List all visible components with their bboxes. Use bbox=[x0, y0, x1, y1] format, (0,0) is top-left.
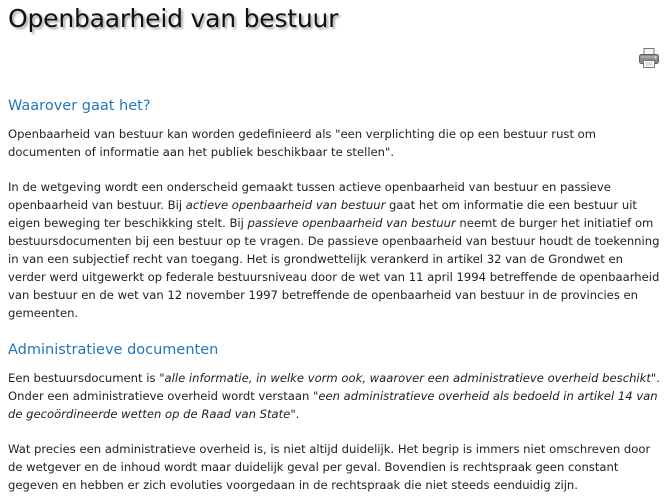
paragraph bbox=[8, 440, 664, 494]
emphasis-text: een administratieve overheid als bedoeld in artikel 14 van de gecoördineerde wetten op de Raad van State bbox=[8, 389, 658, 421]
paragraph-text: Een bestuursdocument is " bbox=[8, 371, 165, 385]
paragraph-text: ". bbox=[290, 407, 300, 421]
page-title: Openbaarheid van bestuur bbox=[8, 4, 339, 33]
paragraph-text: In de wetgeving wordt een onderscheid gemaakt tussen actieve openbaarheid van bestuur en passieve openbaarheid van bestuur. Bij bbox=[8, 180, 611, 212]
article-content bbox=[8, 96, 664, 494]
paragraph-text: gaat het om informatie die een bestuur uit eigen beweging ter beschikking stelt. Bij bbox=[8, 198, 637, 230]
printer-icon bbox=[638, 47, 660, 69]
print-button[interactable] bbox=[638, 47, 660, 69]
emphasis-text: alle informatie, in welke vorm ook, waarover een administratieve overheid beschikt bbox=[164, 371, 651, 385]
section-heading: Administratieve documenten bbox=[8, 342, 219, 358]
paragraph-text: Wat precies een administratieve overheid is, is niet altijd duidelijk. Het begrip is immers niet omschreven door de wetgever en de inhoud wordt maar duidelijk geval per geval. Bovendien is rechtspraak geen constant gegeven en hebben er zich evoluties voorgedaan in de rechtspraak die niet steeds eenduidig zijn. bbox=[8, 442, 651, 492]
emphasis-text: passieve openbaarheid van bestuur bbox=[247, 216, 456, 230]
paragraph bbox=[8, 178, 664, 322]
section-heading: Waarover gaat het? bbox=[8, 98, 151, 114]
paragraph-text: ". Onder een administratieve overheid wordt verstaan " bbox=[8, 371, 660, 403]
paragraph bbox=[8, 369, 664, 423]
paragraph-text: neemt de burger het initiatief om bestuursdocumenten bij een bestuur op te vragen. De passieve openbaarheid van bestuur houdt de toekenning in van een subjectief recht van toegang. Het is grondwettelijk verankerd in artikel 32 van de Grondwet en verder werd uitgewerkt op federale bestuursniveau door de wet van 11 april 1994 betreffende de openbaarheid van bestuur en de wet van 12 november 1997 betreffende de openbaarheid van bestuur in de provincies en gemeenten. bbox=[8, 216, 660, 320]
paragraph bbox=[8, 125, 664, 161]
emphasis-text: actieve openbaarheid van bestuur bbox=[185, 198, 386, 212]
paragraph-text: Openbaarheid van bestuur kan worden gedefinieerd als "een verplichting die op een bestuur rust om documenten of informatie aan het publiek beschikbaar te stellen". bbox=[8, 127, 597, 159]
